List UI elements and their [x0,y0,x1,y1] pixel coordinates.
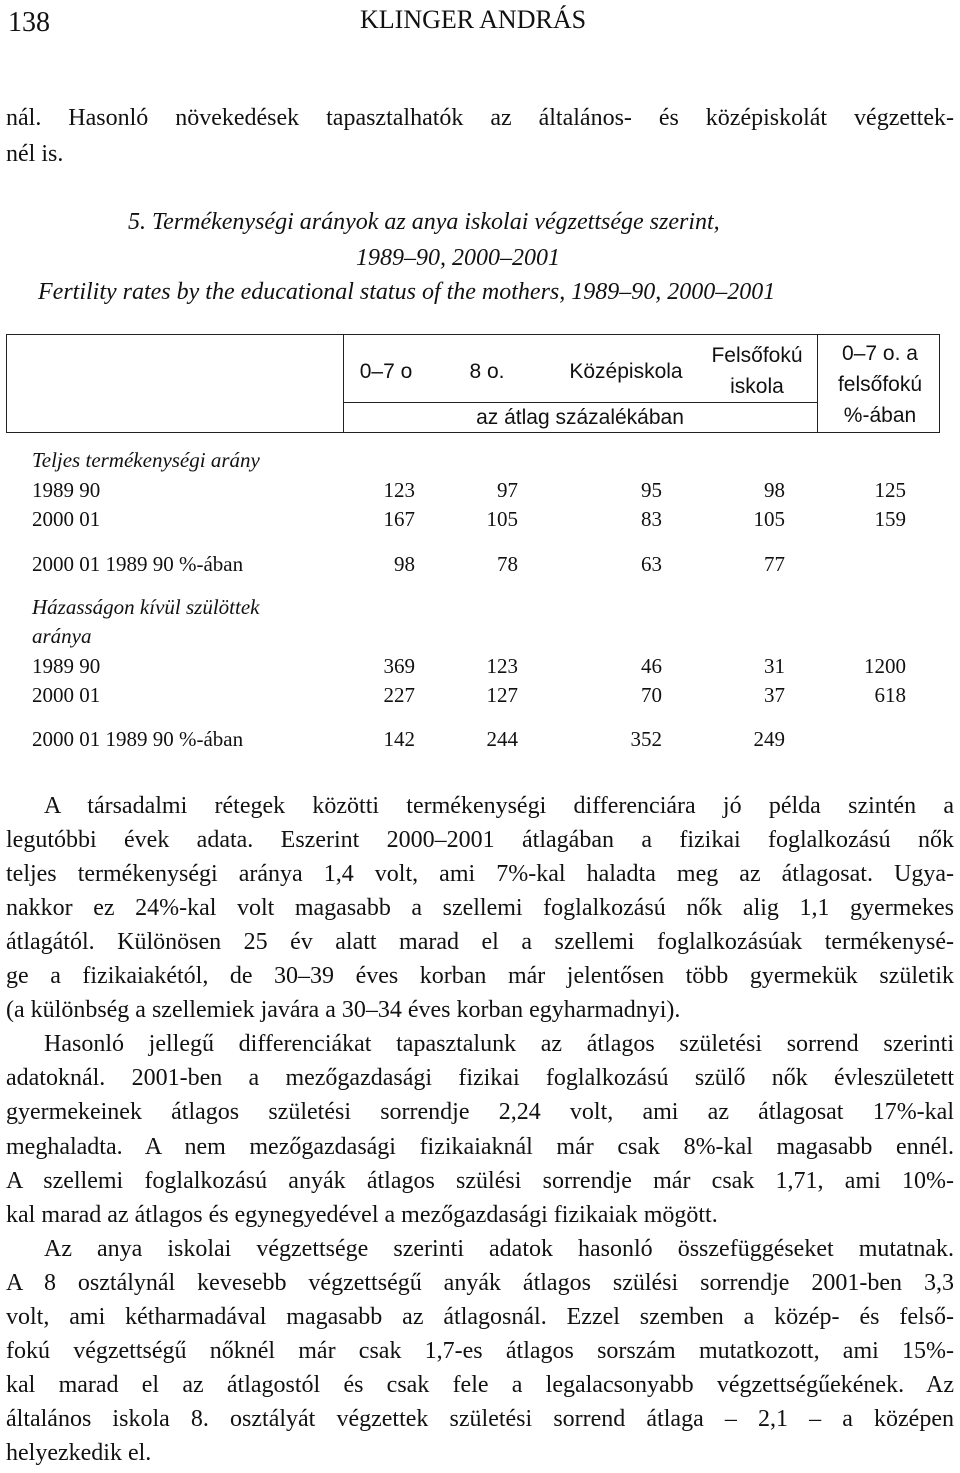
cell: 1200 [864,654,906,678]
cell: 369 [383,654,415,678]
section-title-teljes: Teljes termékenységi arány [32,448,260,472]
body-line: átlagától. Különösen 25 év alatt marad el a szellemi foglalkozásúak termékenysé- [6,929,954,955]
page-number: 138 [8,7,50,38]
row-label: 2000 01 [32,683,101,707]
cell: 70 [641,683,662,707]
cell: 142 [383,727,415,751]
cell: 63 [641,552,662,576]
body-line: általános iskola 8. osztályát végzettek születési sorrend átlaga – 2,1 – a középen [6,1406,954,1432]
body-line: nakkor ez 24%-kal volt magasabb a szellemi foglalkozású nők alig 1,1 gyermekes [6,895,954,921]
row-label: 1989 90 [32,654,101,678]
col-header-ratio-3: %-ában [843,404,917,427]
body-line: A 8 osztálynál kevesebb végzettségű anyák átlagos szülési sorrendje 2001-ben 3,3 [6,1270,954,1296]
table-row [0,651,960,681]
table-row [0,724,960,754]
body-line: ge a fizikaiakétól, de 30–39 éves korban már jelentősen több gyermekük születik [6,963,954,989]
body-line: kal marad az átlagos és egynegyedével a mezőgazdasági fizikaiak mögött. [6,1202,718,1228]
section-title-hazassagon-2: aránya [32,624,92,648]
row-label: 2000 01 1989 90 %-ában [32,727,244,751]
row-label: 2000 01 [32,507,101,531]
body-line: kal marad el az átlagostól és csak fele a legalacsonyabb végzettségűekének. Az [6,1372,954,1398]
cell: 77 [764,552,785,576]
cell: 244 [486,727,518,751]
col-header-0-7: 0–7 o [359,360,413,383]
table-title-hu-1: 5. Termékenységi arányok az anya iskolai végzettsége szerint, [128,209,720,235]
table-row [0,475,960,505]
table-row [0,549,960,579]
body-line: Az anya iskolai végzettsége szerinti adatok hasonló összefüggéseket mutatnak. [44,1236,954,1262]
table-title-en: Fertility rates by the educational status of the mothers, 1989–90, 2000–2001 [38,279,776,305]
col-header-8: 8 o. [469,360,505,383]
cell: 123 [486,654,518,678]
cell: 105 [486,507,518,531]
body-line: helyezkedik el. [6,1440,152,1466]
header-subline [343,402,817,403]
cell: 127 [486,683,518,707]
table-row [0,680,960,710]
col-header-ratio-1: 0–7 o. a [842,342,918,365]
cell: 618 [874,683,906,707]
body-line: legutóbbi évek adata. Eszerint 2000–2001 átlagában a fizikai foglalkozású nők [6,827,954,853]
col-header-felsofoku-2: iskola [730,375,784,398]
body-line: teljes termékenységi aránya 1,4 volt, ami 7%-kal haladta meg az átlagosat. Ugya- [6,861,954,887]
body-line: adatoknál. 2001-ben a mezőgazdasági fizikai foglalkozású szülő nők évleszületett [6,1065,954,1091]
cell: 95 [641,478,662,502]
row-label: 2000 01 1989 90 %-ában [32,552,244,576]
col-header-felsofoku-1: Felsőfokú [711,344,803,367]
cell: 167 [383,507,415,531]
body-line: A szellemi foglalkozású anyák átlagos szülési sorrendje már csak 1,71, ami 10%- [6,1168,954,1194]
cell: 227 [383,683,415,707]
body-line: A társadalmi rétegek közötti termékenységi differenciára jó példa szintén a [44,793,954,819]
cell: 97 [497,478,518,502]
intro-line-2: nél is. [6,141,64,167]
cell: 105 [753,507,785,531]
col-header-atlag: az átlag százalékában [476,406,684,429]
intro-line-1: nál. Hasonló növekedések tapasztalhatók az általános- és középiskolát végzettek- [6,105,954,131]
cell: 159 [874,507,906,531]
body-line: volt, ami kétharmadával magasabb az átlagosnál. Ezzel szemben a közép- és felső- [6,1304,954,1330]
cell: 78 [497,552,518,576]
cell: 249 [753,727,785,751]
body-line: (a különbség a szellemiek javára a 30–34 éves korban egyharmadnyi). [6,997,681,1023]
cell: 37 [764,683,785,707]
body-line: meghaladta. A nem mezőgazdasági fizikaiaknál már csak 8%-kal magasabb ennél. [6,1134,954,1160]
header-divider-right [817,334,818,433]
col-header-ratio-2: felsőfokú [837,373,923,396]
cell: 46 [641,654,662,678]
cell: 125 [874,478,906,502]
col-header-kozepiskola: Középiskola [569,360,683,383]
table-row [0,504,960,534]
section-title-hazassagon-1: Házasságon kívül szülöttek [32,595,260,619]
cell: 352 [630,727,662,751]
row-label: 1989 90 [32,478,101,502]
body-line: fokú végzettségű nőknél már csak 1,7-es átlagos sorszám mutatkozott, ami 15%- [6,1338,954,1364]
cell: 31 [764,654,785,678]
cell: 98 [394,552,415,576]
cell: 123 [383,478,415,502]
body-line: Hasonló jellegű differenciákat tapasztalunk az átlagos születési sorrend szerinti [44,1031,954,1057]
running-title: KLINGER ANDRÁS [360,5,587,34]
body-line: gyermekeinek átlagos születési sorrendje 2,24 volt, ami az átlagosat 17%-kal [6,1099,954,1125]
cell: 98 [764,478,785,502]
cell: 83 [641,507,662,531]
table-title-hu-2: 1989–90, 2000–2001 [356,245,560,271]
